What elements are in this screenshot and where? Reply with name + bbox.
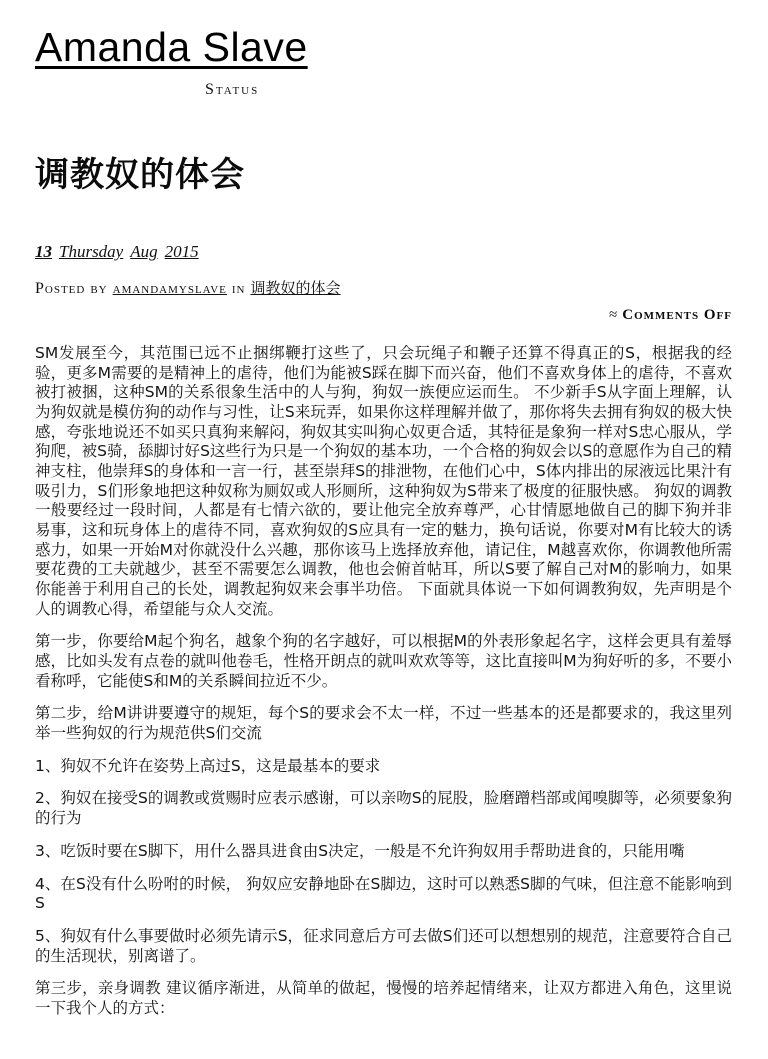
article-paragraph: 第二步，给M讲讲要遵守的规矩，每个S的要求会不太一样，不过一些基本的还是都要求的，我这里列举一些狗奴的行为规范供S们交流 bbox=[35, 704, 732, 743]
category-link[interactable]: 调教奴的体会 bbox=[250, 279, 341, 298]
comments-status bbox=[35, 307, 732, 324]
article-paragraph: 第一步，你要给M起个狗名，越象个狗的名字越好，可以根据M的外表形象起名字，这样会更具有羞辱感，比如头发有点卷的就叫他卷毛，性格开朗点的就叫欢欢等等，这比直接叫M为狗好听的多，不要小看称呼，它能使S和M的关系瞬间拉近不少。 bbox=[35, 632, 732, 690]
byline bbox=[35, 277, 732, 298]
article-body bbox=[35, 344, 732, 1018]
site-title-link[interactable]: Amanda Slave bbox=[35, 24, 308, 70]
article-paragraph: 第三步，亲身调教 建议循序渐进，从简单的做起，慢慢的培养起情绪来，让双方都进入角色，这里说一下我个人的方式： bbox=[35, 979, 732, 1017]
site-header bbox=[35, 26, 732, 99]
rule-item: 4、在S没有什么吩咐的时候， 狗奴应安静地卧在S脚边，这时可以熟悉S脚的气味，但注意不能影响到S bbox=[35, 874, 732, 913]
post-date-day: 13 bbox=[35, 242, 52, 262]
post-date-month: Aug bbox=[130, 242, 158, 262]
byline-in: in bbox=[231, 280, 246, 298]
rule-item: 2、狗奴在接受S的调教或赏赐时应表示感谢，可以亲吻S的屁股，脸磨蹭档部或闻嗅脚等，必须要象狗的行为 bbox=[35, 789, 732, 828]
post-date-weekday: Thursday bbox=[59, 242, 124, 262]
post-title: 调教奴的体会 bbox=[35, 155, 245, 196]
post-date-year: 2015 bbox=[164, 242, 199, 262]
site-subtitle: Status bbox=[205, 81, 260, 99]
byline-posted-by: Posted by bbox=[35, 280, 108, 298]
rule-item: 1、狗奴不允许在姿势上高过S，这是最基本的要求 bbox=[35, 756, 381, 775]
post-date bbox=[35, 242, 732, 262]
post-content bbox=[35, 147, 732, 1018]
comments-off-label: Comments Off bbox=[622, 307, 732, 324]
rule-item: 5、狗奴有什么事要做时必须先请示S，征求同意后方可去做S们还可以想想别的规范，注意要符合自己的生活现状，别离谱了。 bbox=[35, 926, 732, 965]
approx-symbol: ≈ bbox=[609, 307, 619, 324]
site-title bbox=[35, 26, 732, 69]
author-link[interactable]: amandamyslave bbox=[112, 280, 227, 298]
rule-item: 3、吃饭时要在S脚下，用什么器具进食由S决定，一般是不允许狗奴用手帮助进食的，只能用嘴 bbox=[35, 841, 685, 860]
article-paragraph: SM发展至今，其范围已远不止捆绑鞭打这些了，只会玩绳子和鞭子还算不得真正的S，根据我的经验，更多M需要的是精神上的虐待，他们为能被S踩在脚下而兴奋，他们不喜欢身体上的虐待，不喜欢被打被捆，这种SM的关系很象生活中的人与狗，狗奴一族便应运而生。 不少新手S从字面上理解，认为狗奴就是模仿狗的动作与习性，让S来玩弄，如果你这样理解并做了，那你将失去拥有狗奴的极大快感，夸张地说还不如买只真狗来解闷，狗奴其实叫狗心奴更合适，其特征是象狗一样对S忠心服从，学狗爬，被S骑，舔脚讨好S这些行为只是一个狗奴的基本功，一个合格的狗奴会以S的意愿作为自己的精神支柱，他崇拜S的身体和一言一行，甚至崇拜S的排泄物，在他们心中，S体内排出的尿液远比果汁有吸引力，S们形象地把这种奴称为厕奴或人形厕所，这种狗奴为S带来了极度的征服快感。 狗奴的调教一般要经过一段时间，人都是有七情六欲的，要让他完全放弃尊严，心甘情愿地做自己的脚下狗并非易事，这和玩身体上的虐待不同，喜欢狗奴的S应具有一定的魅力，换句话说，你要对M有比较大的诱惑力，如果一开始M对你就没什么兴趣，那你该马上选择放弃他，请记住，M越喜欢你，你调教他所需要花费的工夫就越少，甚至不需要怎么调教，他也会俯首帖耳，所以S要了解自己对M的影响力，如果你能善于利用自己的长处，调教起狗奴来会事半功倍。 下面就具体说一下如何调教狗奴，先声明是个人的调教心得，希望能与众人交流。 bbox=[35, 344, 732, 618]
